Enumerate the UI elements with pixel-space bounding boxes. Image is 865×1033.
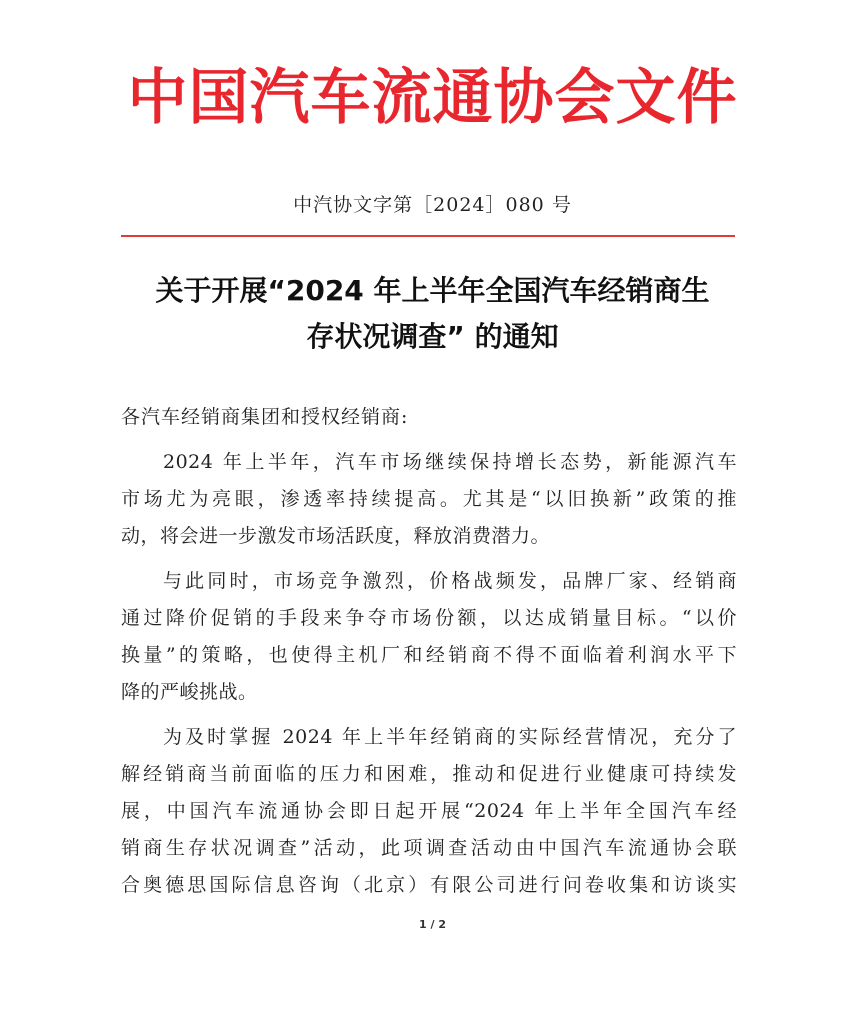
- body-line: 合奥德思国际信息咨询（北京）有限公司进行问卷收集和访谈实: [121, 874, 737, 896]
- page-number: 1 / 2: [419, 918, 446, 931]
- notice-title-line-1: 关于开展“2024 年上半年全国汽车经销商生: [155, 274, 710, 307]
- body-line: 销商生存状况调查”活动，此项调查活动由中国汽车流通协会联: [121, 837, 737, 859]
- body-line: 展，中国汽车流通协会即日起开展“2024 年上半年全国汽车经: [121, 800, 737, 822]
- body-line: 动，将会进一步激发市场活跃度，释放消费潜力。: [121, 525, 551, 547]
- body-line: 解经销商当前面临的压力和困难，推动和促进行业健康可持续发: [121, 763, 737, 785]
- body-line: 降的严峻挑战。: [121, 681, 258, 703]
- body-line: 为及时掌握 2024 年上半年经销商的实际经营情况，充分了: [163, 726, 737, 748]
- body-line: 2024 年上半年，汽车市场继续保持增长态势，新能源汽车: [163, 451, 737, 473]
- body-line: 换量”的策略，也使得主机厂和经销商不得不面临着利润水平下: [121, 644, 737, 666]
- notice-title: [100, 268, 765, 360]
- notice-title-line-2: 存状况调查” 的通知: [306, 320, 559, 353]
- document-number: 中汽协文字第［2024］080 号: [293, 194, 572, 216]
- masthead-title: 中国汽车流通协会文件: [127, 63, 738, 133]
- addressee: 各汽车经销商集团和授权经销商:: [121, 406, 409, 428]
- body-line: 通过降价促销的手段来争夺市场份额，以达成销量目标。“以价: [121, 607, 737, 629]
- body-line: 市场尤为亮眼，渗透率持续提高。尤其是“以旧换新”政策的推: [121, 488, 737, 510]
- red-divider-rule: [121, 235, 735, 237]
- body-line: 与此同时，市场竞争激烈，价格战频发，品牌厂家、经销商: [163, 570, 737, 592]
